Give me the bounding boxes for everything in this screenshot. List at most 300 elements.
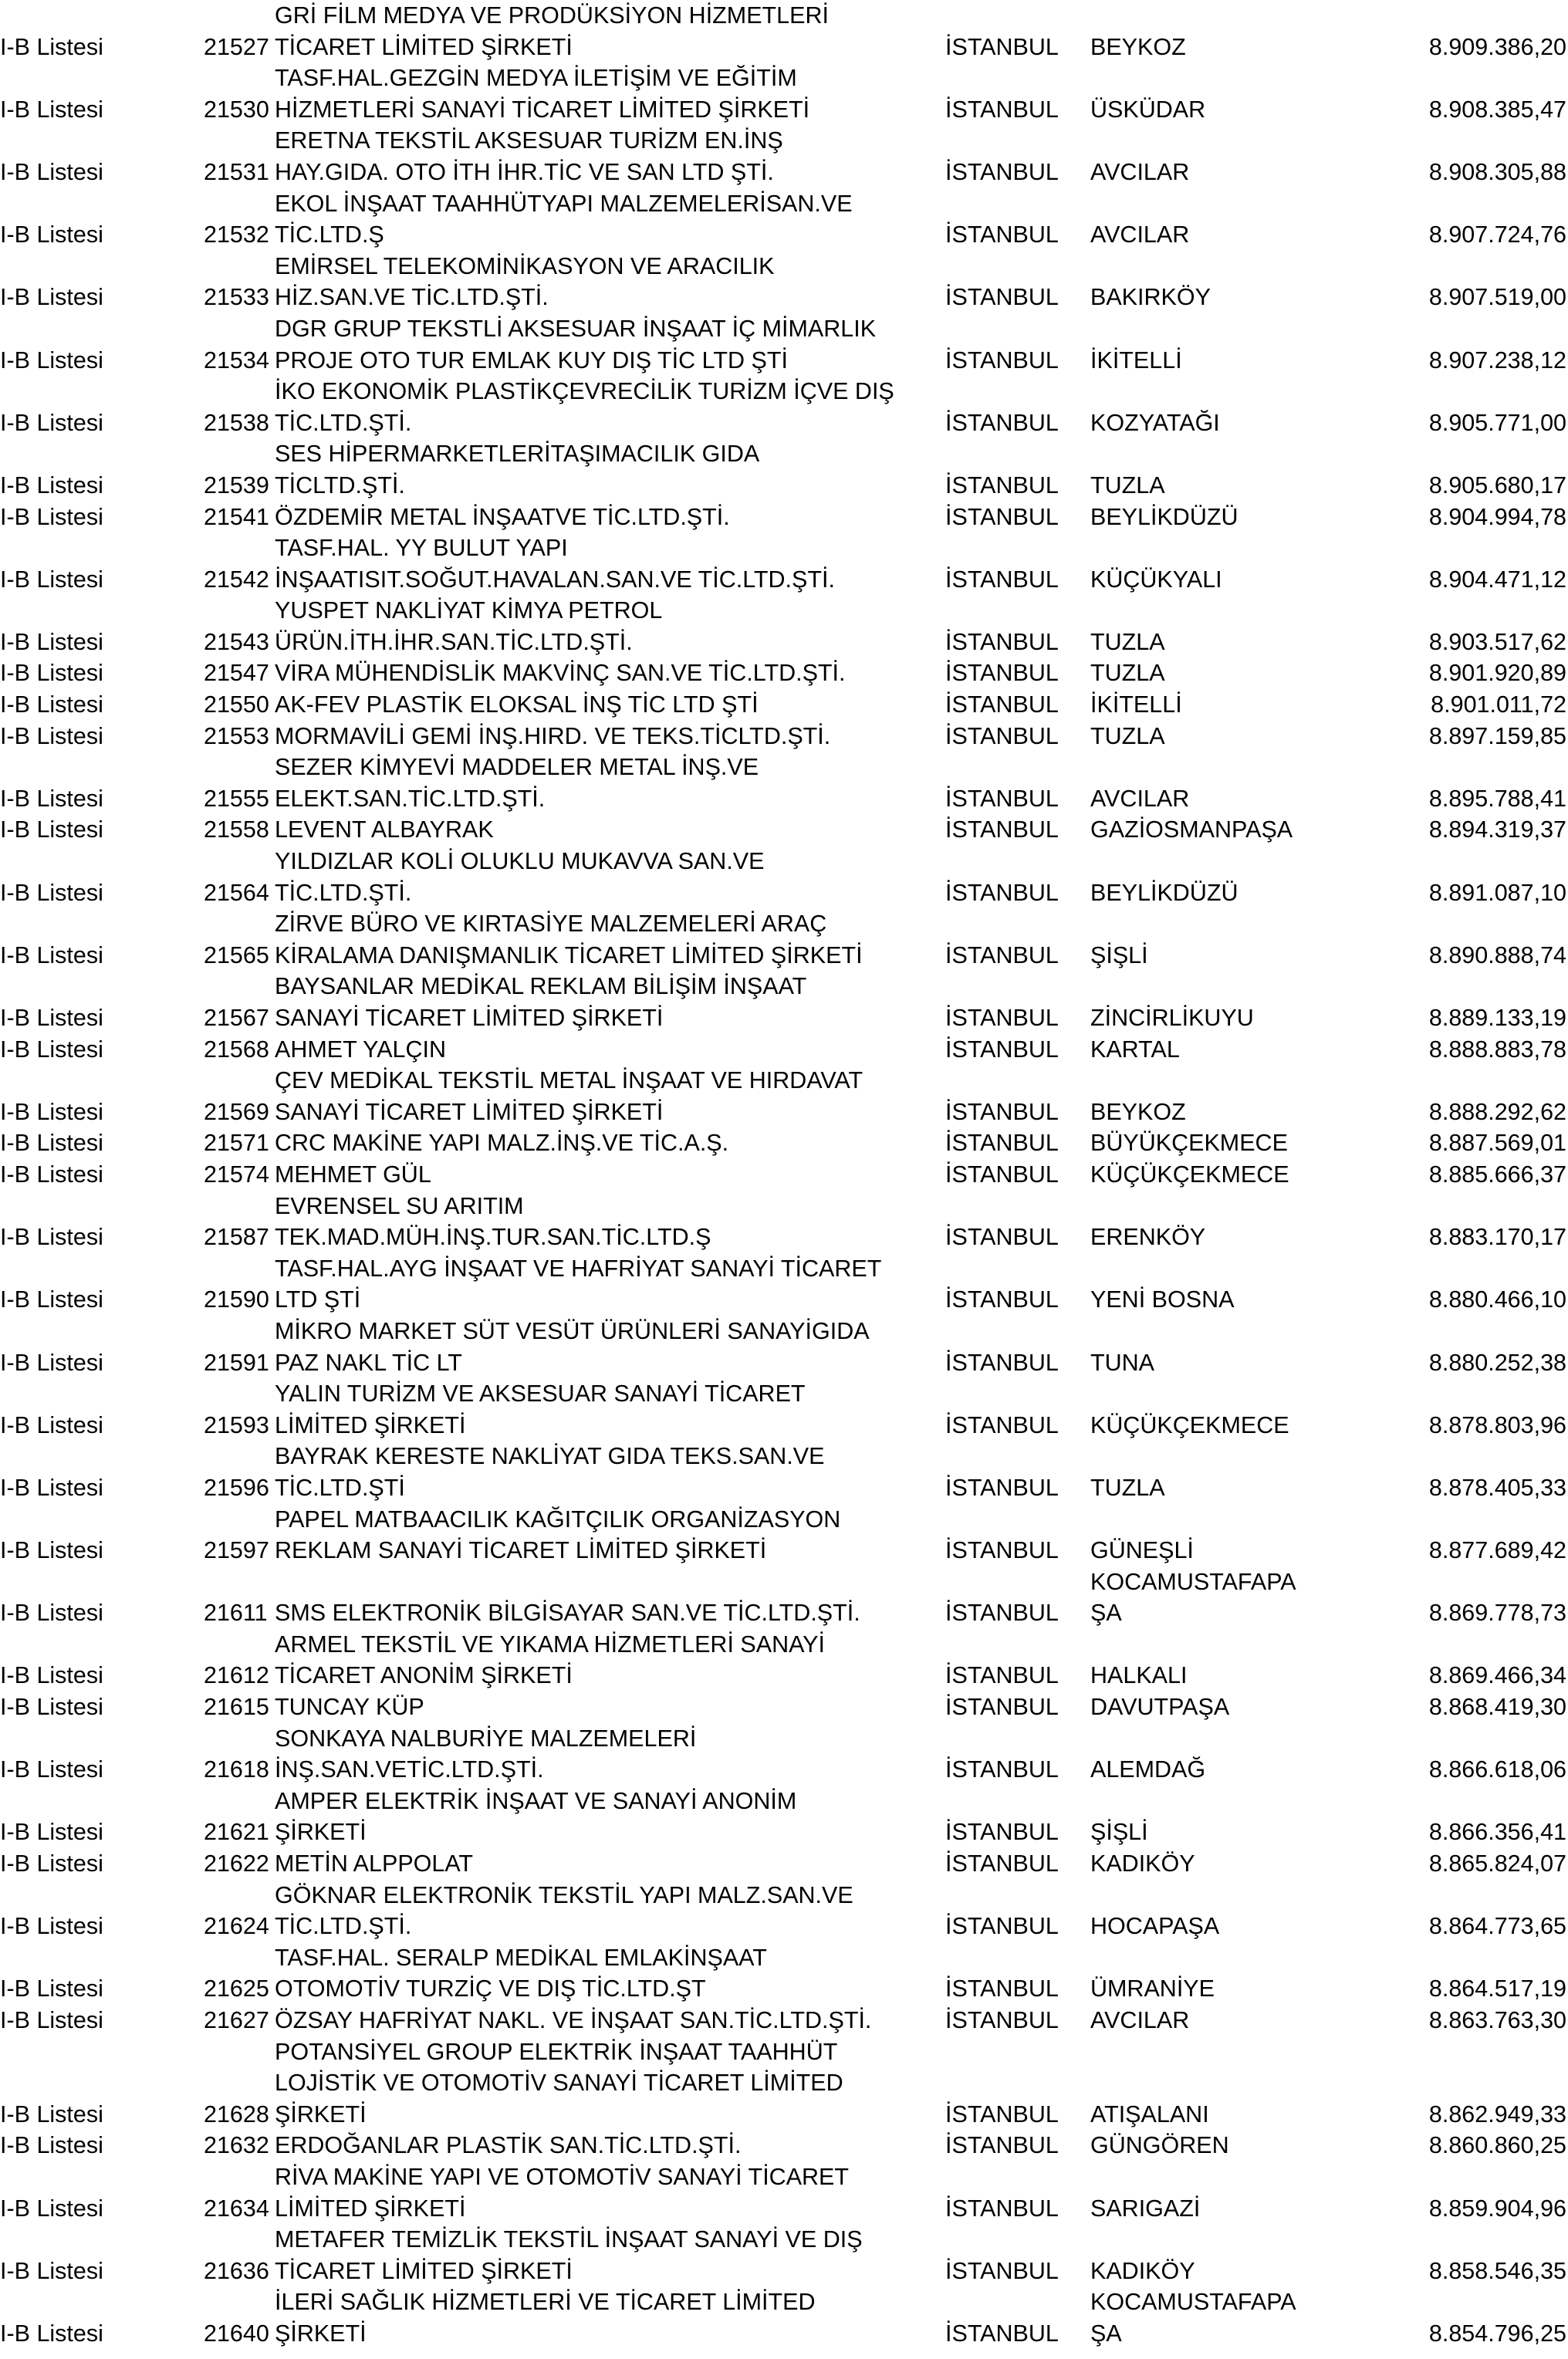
table-row [0,438,1568,501]
list-name-cell: I-B Listesi [0,346,103,373]
company-name-cell [275,1692,424,1723]
table-row [0,1127,1568,1159]
table-row [0,2161,1568,2224]
record-id-cell: 21624 [204,1913,269,1940]
list-name-cell: I-B Listesi [0,628,103,655]
table-row [0,814,1568,846]
list-name-cell: I-B Listesi [0,691,103,718]
amount-cell: 8.888.883,78 [1428,1036,1566,1063]
amount-cell: 8.908.305,88 [1428,158,1566,185]
list-name-cell: I-B Listesi [0,2320,103,2347]
company-name-cell [275,1597,860,1629]
company-name-cell-line: İLERİ SAĞLIK HİZMETLERİ VE TİCARET LİMİTED [275,2289,816,2316]
list-name-cell: I-B Listesi [0,1913,103,1940]
record-id-cell: 21555 [204,785,269,812]
company-name-cell [275,188,853,251]
list-name-cell: I-B Listesi [0,1286,103,1313]
city-cell: İSTANBUL [945,1694,1059,1721]
company-name-cell-line: LEVENT ALBAYRAK [275,816,494,843]
table-row [0,1504,1568,1566]
amount-cell: 8.863.763,30 [1428,2007,1566,2033]
record-id-cell: 21547 [204,660,269,687]
district-cell-line: TUZLA [1090,628,1165,655]
company-name-cell-line: İNŞ.SAN.VETİC.LTD.ŞTİ. [275,1756,544,1783]
city-cell: İSTANBUL [945,284,1059,311]
company-name-cell-line: PAPEL MATBAACILIK KAĞITÇILIK ORGANİZASYON [275,1506,841,1533]
district-cell [1090,814,1293,846]
amount-cell: 8.866.356,41 [1428,1819,1566,1846]
district-cell [1090,2130,1229,2161]
district-cell-line: ATIŞALANI [1090,2100,1209,2127]
company-name-cell-line: HİZ.SAN.VE TİC.LTD.ŞTİ. [275,284,549,311]
table-row [0,846,1568,908]
city-cell: İSTANBUL [945,1600,1059,1627]
company-name-cell [275,1253,881,1316]
district-cell [1090,1754,1205,1786]
district-cell-line: AVCILAR [1090,158,1190,185]
company-name-cell-line: AHMET YALÇIN [275,1036,447,1063]
list-name-cell: I-B Listesi [0,1694,103,1721]
amount-cell: 8.880.466,10 [1428,1286,1566,1313]
amount-cell: 8.894.319,37 [1428,816,1566,843]
city-cell: İSTANBUL [945,722,1059,749]
company-name-cell-line: ŞİRKETİ [275,1819,367,1846]
company-name-cell [275,63,809,125]
table-row [0,1723,1568,1786]
company-name-cell [275,1034,446,1066]
district-cell [1090,407,1220,439]
list-name-cell: I-B Listesi [0,1161,103,1188]
company-name-cell-line: TİCARET LİMİTED ŞİRKETİ [275,33,573,60]
company-name-cell-line: TİCARET ANONİM ŞİRKETİ [275,1662,573,1689]
company-name-cell [275,2130,741,2161]
record-id-cell: 21532 [204,221,269,248]
amount-cell: 8.864.517,19 [1428,1975,1566,2002]
company-name-cell [275,752,759,814]
list-name-cell: I-B Listesi [0,1411,103,1438]
company-name-cell-line: EVRENSEL SU ARITIM [275,1192,524,1219]
district-cell [1090,783,1189,815]
district-cell [1090,1034,1180,1066]
company-name-cell-line: EKOL İNŞAAT TAAHHÜTYAPI MALZEMELERİSAN.VE [275,190,853,217]
company-name-cell-line: SEZER KİMYEVİ MADDELER METAL İNŞ.VE [275,754,759,781]
amount-cell: 8.904.471,12 [1428,566,1566,593]
city-cell: İSTANBUL [945,346,1059,373]
district-cell-line: ÜMRANİYE [1090,1975,1215,2002]
record-id-cell: 21628 [204,2100,269,2127]
list-name-cell: I-B Listesi [0,1224,103,1251]
list-name-cell: I-B Listesi [0,1850,103,1877]
amount-cell: 8.905.680,17 [1428,471,1566,498]
company-name-cell-line: METİN ALPPOLAT [275,1850,474,1877]
city-cell: İSTANBUL [945,628,1059,655]
company-name-cell [275,908,863,971]
list-name-cell: I-B Listesi [0,409,103,436]
company-name-cell [275,971,806,1033]
table-row [0,2130,1568,2161]
district-cell-line: KARTAL [1090,1036,1180,1063]
list-name-cell: I-B Listesi [0,96,103,123]
table-row [0,752,1568,814]
company-name-cell-line: KİRALAMA DANIŞMANLIK TİCARET LİMİTED ŞİRKETİ [275,941,863,968]
list-name-cell: I-B Listesi [0,503,103,530]
company-name-cell [275,1723,696,1786]
record-id-cell: 21569 [204,1098,269,1125]
table-row [0,2224,1568,2286]
table-row [0,1378,1568,1441]
table-row [0,1034,1568,1066]
district-cell [1090,1472,1165,1504]
district-cell-line: GÜNEŞLİ [1090,1537,1194,1564]
company-name-cell [275,2224,863,2286]
company-name-cell-line: TİC.LTD.ŞTİ [275,1474,405,1501]
list-name-cell: I-B Listesi [0,660,103,687]
list-name-cell: I-B Listesi [0,1537,103,1564]
company-name-cell-line: LİMİTED ŞİRKETİ [275,2195,466,2222]
list-name-cell: I-B Listesi [0,1756,103,1783]
district-cell-line: KÜÇÜKÇEKMECE [1090,1411,1289,1438]
company-name-cell-line: ÜRÜN.İTH.İHR.SAN.TİC.LTD.ŞTİ. [275,628,633,655]
company-name-cell-line: GÖKNAR ELEKTRONİK TEKSTİL YAPI MALZ.SAN.VE [275,1881,853,1908]
amount-cell: 8.888.292,62 [1428,1098,1566,1125]
table-row [0,532,1568,595]
record-id-cell: 21527 [204,33,269,60]
company-name-cell-line: EMİRSEL TELEKOMİNİKASYON VE ARACILIK [275,252,775,279]
city-cell: İSTANBUL [945,941,1059,968]
record-id-cell: 21539 [204,471,269,498]
amount-cell: 8.890.888,74 [1428,941,1566,968]
company-name-cell [275,595,662,657]
company-name-cell [275,1316,870,1378]
city-cell: İSTANBUL [945,1819,1059,1846]
table-row [0,188,1568,251]
company-name-cell-line: ŞİRKETİ [275,2320,367,2347]
table-row [0,1159,1568,1191]
list-name-cell: I-B Listesi [0,1130,103,1157]
district-cell-line: YENİ BOSNA [1090,1286,1235,1313]
company-name-cell [275,1786,796,1848]
amount-cell: 8.908.385,47 [1428,96,1566,123]
company-name-cell-line: YUSPET NAKLİYAT KİMYA PETROL [275,597,663,624]
city-cell: İSTANBUL [945,1349,1059,1376]
district-cell [1090,721,1165,752]
table-row [0,657,1568,689]
district-cell [1090,219,1189,251]
district-cell [1090,157,1189,188]
table-row [0,595,1568,657]
record-id-cell: 21541 [204,503,269,530]
city-cell: İSTANBUL [945,96,1059,123]
company-name-cell [275,2286,816,2349]
city-cell: İSTANBUL [945,2100,1059,2127]
list-name-cell: I-B Listesi [0,816,103,843]
company-name-cell-line: BAYSANLAR MEDİKAL REKLAM BİLİŞİM İNŞAAT [275,973,807,1000]
company-name-cell-line: BAYRAK KERESTE NAKLİYAT GIDA TEKS.SAN.VE [275,1443,825,1470]
district-cell-line: ÜSKÜDAR [1090,96,1206,123]
district-cell [1090,564,1222,596]
district-cell [1090,1347,1154,1379]
amount-cell: 8.869.466,34 [1428,1662,1566,1689]
city-cell: İSTANBUL [945,879,1059,906]
district-cell-line: ERENKÖY [1090,1224,1206,1251]
table-row [0,2286,1568,2349]
record-id-cell: 21615 [204,1694,269,1721]
company-name-cell-line: HAY.GIDA. OTO İTH İHR.TİC VE SAN LTD ŞTİ. [275,158,774,185]
company-name-cell [275,1504,840,1566]
district-cell-line: KADIKÖY [1090,2257,1195,2284]
amount-cell: 8.862.949,33 [1428,2100,1566,2127]
district-cell-line: AVCILAR [1090,785,1190,812]
city-cell: İSTANBUL [945,1286,1059,1313]
company-name-cell-line: SANAYİ TİCARET LİMİTED ŞİRKETİ [275,1005,664,1031]
amount-cell: 8.887.569,01 [1428,1130,1566,1157]
record-id-cell: 21543 [204,628,269,655]
company-name-cell [275,438,759,501]
record-id-cell: 21596 [204,1474,269,1501]
company-name-cell-line: ŞİRKETİ [275,2100,367,2127]
table-row [0,1942,1568,2005]
record-id-cell: 21625 [204,1975,269,2002]
district-cell [1090,32,1186,63]
district-cell [1090,1660,1187,1692]
company-name-cell-line: TASF.HAL.GEZGİN MEDYA İLETİŞİM VE EĞİTİM [275,65,797,92]
district-cell-line: TUZLA [1090,471,1165,498]
list-name-cell: I-B Listesi [0,2195,103,2222]
company-name-cell-line: ERDOĞANLAR PLASTİK SAN.TİC.LTD.ŞTİ. [275,2132,742,2159]
district-cell [1090,1817,1148,1848]
district-cell-line: KADIKÖY [1090,1850,1195,1877]
amount-cell: 8.907.519,00 [1428,284,1566,311]
company-name-cell-line: RİVA MAKİNE YAPI VE OTOMOTİV SANAYİ TİCARET [275,2163,850,2190]
amount-cell: 8.878.405,33 [1428,1474,1566,1501]
company-name-cell [275,313,876,376]
district-cell-line: SARIGAZİ [1090,2195,1201,2222]
city-cell: İSTANBUL [945,691,1059,718]
amount-cell: 8.907.238,12 [1428,346,1566,373]
record-id-cell: 21636 [204,2257,269,2284]
record-id-cell: 21640 [204,2320,269,2347]
city-cell: İSTANBUL [945,1756,1059,1783]
record-id-cell: 21622 [204,1850,269,1877]
record-id-cell: 21533 [204,284,269,311]
amount-cell: 8.858.546,35 [1428,2257,1566,2284]
district-cell-line: KÜÇÜKÇEKMECE [1090,1161,1289,1188]
company-name-cell-line: İNŞAATISIT.SOĞUT.HAVALAN.SAN.VE TİC.LTD.ŞTİ. [275,566,835,593]
district-cell-line: İKİTELLİ [1090,346,1182,373]
district-cell-line: HOCAPAŞA [1090,1913,1220,1940]
company-name-cell-line: GRİ FİLM MEDYA VE PRODÜKSİYON HİZMETLERİ [275,2,829,29]
company-name-cell-line: ARMEL TEKSTİL VE YIKAMA HİZMETLERİ SANAYİ [275,1631,825,1658]
amount-cell: 8.883.170,17 [1428,1224,1566,1251]
company-name-cell [275,532,835,595]
city-cell: İSTANBUL [945,1130,1059,1157]
district-cell [1090,1097,1186,1128]
company-name-cell-line: TİC.LTD.Ş [275,221,384,248]
table-row [0,1253,1568,1316]
company-name-cell [275,1127,728,1159]
list-name-cell: I-B Listesi [0,471,103,498]
company-name-cell-line: AMPER ELEKTRİK İNŞAAT VE SANAYİ ANONİM [275,1787,797,1814]
city-cell: İSTANBUL [945,1662,1059,1689]
list-name-cell: I-B Listesi [0,33,103,60]
list-name-cell: I-B Listesi [0,221,103,248]
list-name-cell: I-B Listesi [0,2100,103,2127]
district-cell [1090,1159,1289,1191]
city-cell: İSTANBUL [945,785,1059,812]
district-cell-line: AVCILAR [1090,221,1190,248]
table-row [0,1191,1568,1253]
list-name-cell: I-B Listesi [0,1098,103,1125]
company-name-cell-line: TİC.LTD.ŞTİ. [275,1913,412,1940]
company-name-cell [275,1848,473,1880]
district-cell-line: BEYKOZ [1090,33,1186,60]
district-cell [1090,1002,1254,1034]
company-name-cell-line: SES HİPERMARKETLERİTAŞIMACILIK GIDA [275,441,760,468]
company-name-cell-line: ZİRVE BÜRO VE KIRTASİYE MALZEMELERİ ARAÇ [275,911,827,938]
district-cell-line: DAVUTPAŞA [1090,1694,1230,1721]
table-row [0,251,1568,313]
city-cell: İSTANBUL [945,1537,1059,1564]
district-cell-line: ŞA [1090,1600,1122,1627]
company-name-cell [275,689,759,721]
table-row [0,1880,1568,1942]
amount-cell: 8.880.252,38 [1428,1349,1566,1376]
table-row [0,721,1568,752]
table-row [0,502,1568,533]
company-name-cell-line: TUNCAY KÜP [275,1694,424,1721]
city-cell: İSTANBUL [945,1036,1059,1063]
district-cell-line: İKİTELLİ [1090,691,1182,718]
city-cell: İSTANBUL [945,409,1059,436]
amount-cell: 8.869.778,73 [1428,1600,1566,1627]
city-cell: İSTANBUL [945,1913,1059,1940]
city-cell: İSTANBUL [945,33,1059,60]
district-cell-line: ŞİŞLİ [1090,1819,1148,1846]
table-row [0,313,1568,376]
district-cell [1090,689,1182,721]
city-cell: İSTANBUL [945,2320,1059,2347]
company-name-cell-line: İKO EKONOMİK PLASTİKÇEVRECİLİK TURİZM İÇVE DIŞ [275,378,894,405]
company-name-cell [275,502,730,533]
district-cell [1090,94,1205,126]
table-row [0,1441,1568,1503]
company-name-cell-line: OTOMOTİV TURZİÇ VE DIŞ TİC.LTD.ŞT [275,1975,706,2002]
district-cell-line: TUNA [1090,1349,1155,1376]
company-name-cell-line: ÖZSAY HAFRİYAT NAKL. VE İNŞAAT SAN.TİC.LTD.ŞTİ. [275,2007,872,2033]
company-name-cell-line: PAZ NAKL TİC LT [275,1349,462,1376]
table-row [0,908,1568,971]
record-id-cell: 21538 [204,409,269,436]
district-cell [1090,627,1165,658]
district-cell-line: ŞİŞLİ [1090,941,1148,968]
company-name-cell-line: ÇEV MEDİKAL TEKSTİL METAL İNŞAAT VE HIRDAVAT [275,1067,863,1094]
table-row [0,0,1568,63]
table-row [0,1786,1568,1848]
record-id-cell: 21593 [204,1411,269,1438]
city-cell: İSTANBUL [945,471,1059,498]
list-name-cell: I-B Listesi [0,1005,103,1031]
amount-cell: 8.891.087,10 [1428,879,1566,906]
district-cell [1090,1284,1234,1316]
city-cell: İSTANBUL [945,1098,1059,1125]
company-name-cell-line: TİCLTD.ŞTİ. [275,471,405,498]
company-name-cell-line: HİZMETLERİ SANAYİ TİCARET LİMİTED ŞİRKETİ [275,96,810,123]
district-cell [1090,2005,1189,2036]
record-id-cell: 21565 [204,941,269,968]
record-id-cell: 21590 [204,1286,269,1313]
table-row [0,1065,1568,1127]
company-name-cell [275,1159,431,1191]
district-cell-line: BEYLİKDÜZÜ [1090,879,1239,906]
amount-cell: 8.907.724,76 [1428,221,1566,248]
city-cell: İSTANBUL [945,1161,1059,1188]
city-cell: İSTANBUL [945,816,1059,843]
table-row [0,2036,1568,2131]
table-row [0,376,1568,438]
table-row [0,1566,1568,1629]
record-id-cell: 21612 [204,1662,269,1689]
table-row [0,125,1568,188]
amount-cell: 8.854.796,25 [1428,2320,1566,2347]
amount-cell: 8.885.666,37 [1428,1161,1566,1188]
district-cell [1090,2193,1200,2225]
company-name-cell-line: VİRA MÜHENDİSLİK MAKVİNÇ SAN.VE TİC.LTD.ŞTİ. [275,660,846,687]
company-name-cell [275,721,830,752]
amount-cell: 8.897.159,85 [1428,722,1566,749]
company-name-cell-line: LOJİSTİK VE OTOMOTİV SANAYİ TİCARET LİMİTED [275,2070,843,2097]
list-name-cell: I-B Listesi [0,1600,103,1627]
district-cell [1090,1692,1229,1723]
district-cell-line: ZİNCİRLİKUYU [1090,1005,1254,1031]
table-row [0,1629,1568,1692]
company-name-cell-line: TİC.LTD.ŞTİ. [275,879,412,906]
amount-cell: 8.901.011,72 [1431,691,1566,718]
company-name-cell-line: SANAYİ TİCARET LİMİTED ŞİRKETİ [275,1098,664,1125]
city-cell: İSTANBUL [945,503,1059,530]
company-name-cell-line: TİCARET LİMİTED ŞİRKETİ [275,2257,573,2284]
company-name-cell-line: LTD ŞTİ [275,1286,361,1313]
district-cell [1090,940,1148,972]
district-cell-line: ALEMDAĞ [1090,1756,1206,1783]
district-cell-line: BÜYÜKÇEKMECE [1090,1130,1288,1157]
record-id-cell: 21574 [204,1161,269,1188]
list-name-cell: I-B Listesi [0,1819,103,1846]
company-name-cell-line: MİKRO MARKET SÜT VESÜT ÜRÜNLERİ SANAYİGIDA [275,1317,870,1344]
company-name-cell-line: CRC MAKİNE YAPI MALZ.İNŞ.VE TİC.A.Ş. [275,1130,729,1157]
city-cell: İSTANBUL [945,221,1059,248]
record-id-cell: 21587 [204,1224,269,1251]
amount-cell: 8.904.994,78 [1428,503,1566,530]
city-cell: İSTANBUL [945,1411,1059,1438]
company-name-cell-line: DGR GRUP TEKSTLİ AKSESUAR İNŞAAT İÇ MİMARLIK [275,315,877,342]
district-cell [1090,345,1182,377]
list-name-cell: I-B Listesi [0,2132,103,2159]
amount-cell: 8.860.860,25 [1428,2132,1566,2159]
company-name-cell-line: YALIN TURİZM VE AKSESUAR SANAYİ TİCARET [275,1381,806,1408]
district-cell [1090,1566,1296,1629]
district-cell-line: ŞA [1090,2320,1122,2347]
company-name-cell-line: REKLAM SANAYİ TİCARET LİMİTED ŞİRKETİ [275,1537,767,1564]
company-name-cell-line: TİC.LTD.ŞTİ. [275,409,412,436]
record-id-cell: 21558 [204,816,269,843]
company-name-cell [275,2036,843,2131]
district-cell-line: KÜÇÜKYALI [1090,566,1222,593]
company-name-cell [275,846,765,908]
district-cell [1090,1222,1205,1253]
company-name-cell-line: TASF.HAL. YY BULUT YAPI [275,535,568,562]
city-cell: İSTANBUL [945,2257,1059,2284]
city-cell: İSTANBUL [945,1224,1059,1251]
